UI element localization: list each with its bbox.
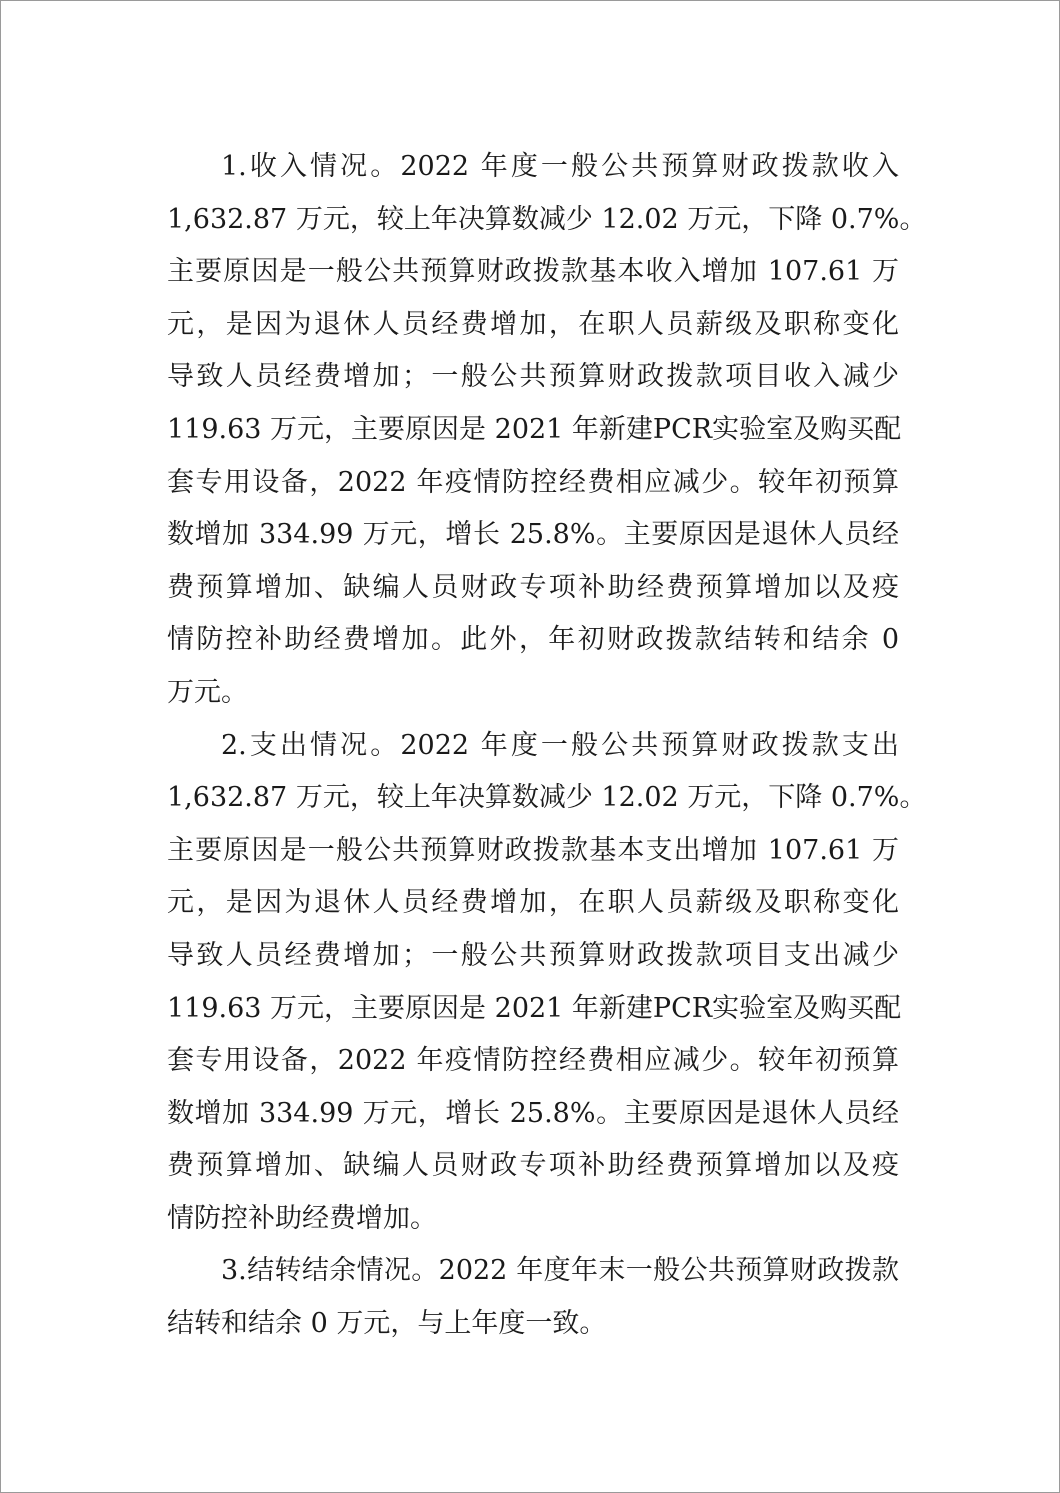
text-line: 数增加 334.99 万元，增长 25.8%。主要原因是退休人员经 <box>167 1097 899 1129</box>
text-line: 费预算增加、缺编人员财政专项补助经费预算增加以及疫 <box>167 571 899 603</box>
text-line: 导致人员经费增加；一般公共预算财政拨款项目支出减少 <box>167 939 899 971</box>
text-line: 套专用设备，2022 年疫情防控经费相应减少。较年初预算 <box>167 466 899 498</box>
text-line: 情防控补助经费增加。此外，年初财政拨款结转和结余 0 <box>167 624 899 656</box>
text-line: 情防控补助经费增加。 <box>167 1202 437 1234</box>
text-line: 导致人员经费增加；一般公共预算财政拨款项目收入减少 <box>167 361 899 393</box>
text-line: 万元。 <box>167 676 248 708</box>
text-line: 2.支出情况。2022 年度一般公共预算财政拨款支出 <box>221 729 899 761</box>
text-line: 元，是因为退休人员经费增加，在职人员薪级及职称变化 <box>167 887 899 919</box>
carryover-paragraph <box>167 1245 899 1350</box>
text-line: 数增加 334.99 万元，增长 25.8%。主要原因是退休人员经 <box>167 519 899 551</box>
text-line: 结转和结余 0 万元，与上年度一致。 <box>167 1308 607 1340</box>
text-line: 套专用设备，2022 年疫情防控经费相应减少。较年初预算 <box>167 1045 899 1077</box>
text-line: 主要原因是一般公共预算财政拨款基本收入增加 107.61 万 <box>167 256 899 288</box>
text-line: 3.结转结余情况。2022 年度年末一般公共预算财政拨款 <box>221 1255 899 1287</box>
text-line: 119.63 万元，主要原因是 2021 年新建PCR实验室及购买配 <box>167 992 902 1024</box>
text-line: 费预算增加、缺编人员财政专项补助经费预算增加以及疫 <box>167 1150 899 1182</box>
text-line: 元，是因为退休人员经费增加，在职人员薪级及职称变化 <box>167 308 899 340</box>
income-paragraph <box>167 141 927 720</box>
text-line: 主要原因是一般公共预算财政拨款基本支出增加 107.61 万 <box>167 834 899 866</box>
text-line: 1,632.87 万元，较上年决算数减少 12.02 万元，下降 0.7%。 <box>167 782 927 814</box>
text-line: 1.收入情况。2022 年度一般公共预算财政拨款收入 <box>221 151 899 182</box>
document-body <box>167 141 927 1351</box>
expenditure-paragraph <box>167 720 927 1246</box>
text-line: 1,632.87 万元，较上年决算数减少 12.02 万元，下降 0.7%。 <box>167 203 927 235</box>
text-line: 119.63 万元，主要原因是 2021 年新建PCR实验室及购买配 <box>167 413 902 445</box>
